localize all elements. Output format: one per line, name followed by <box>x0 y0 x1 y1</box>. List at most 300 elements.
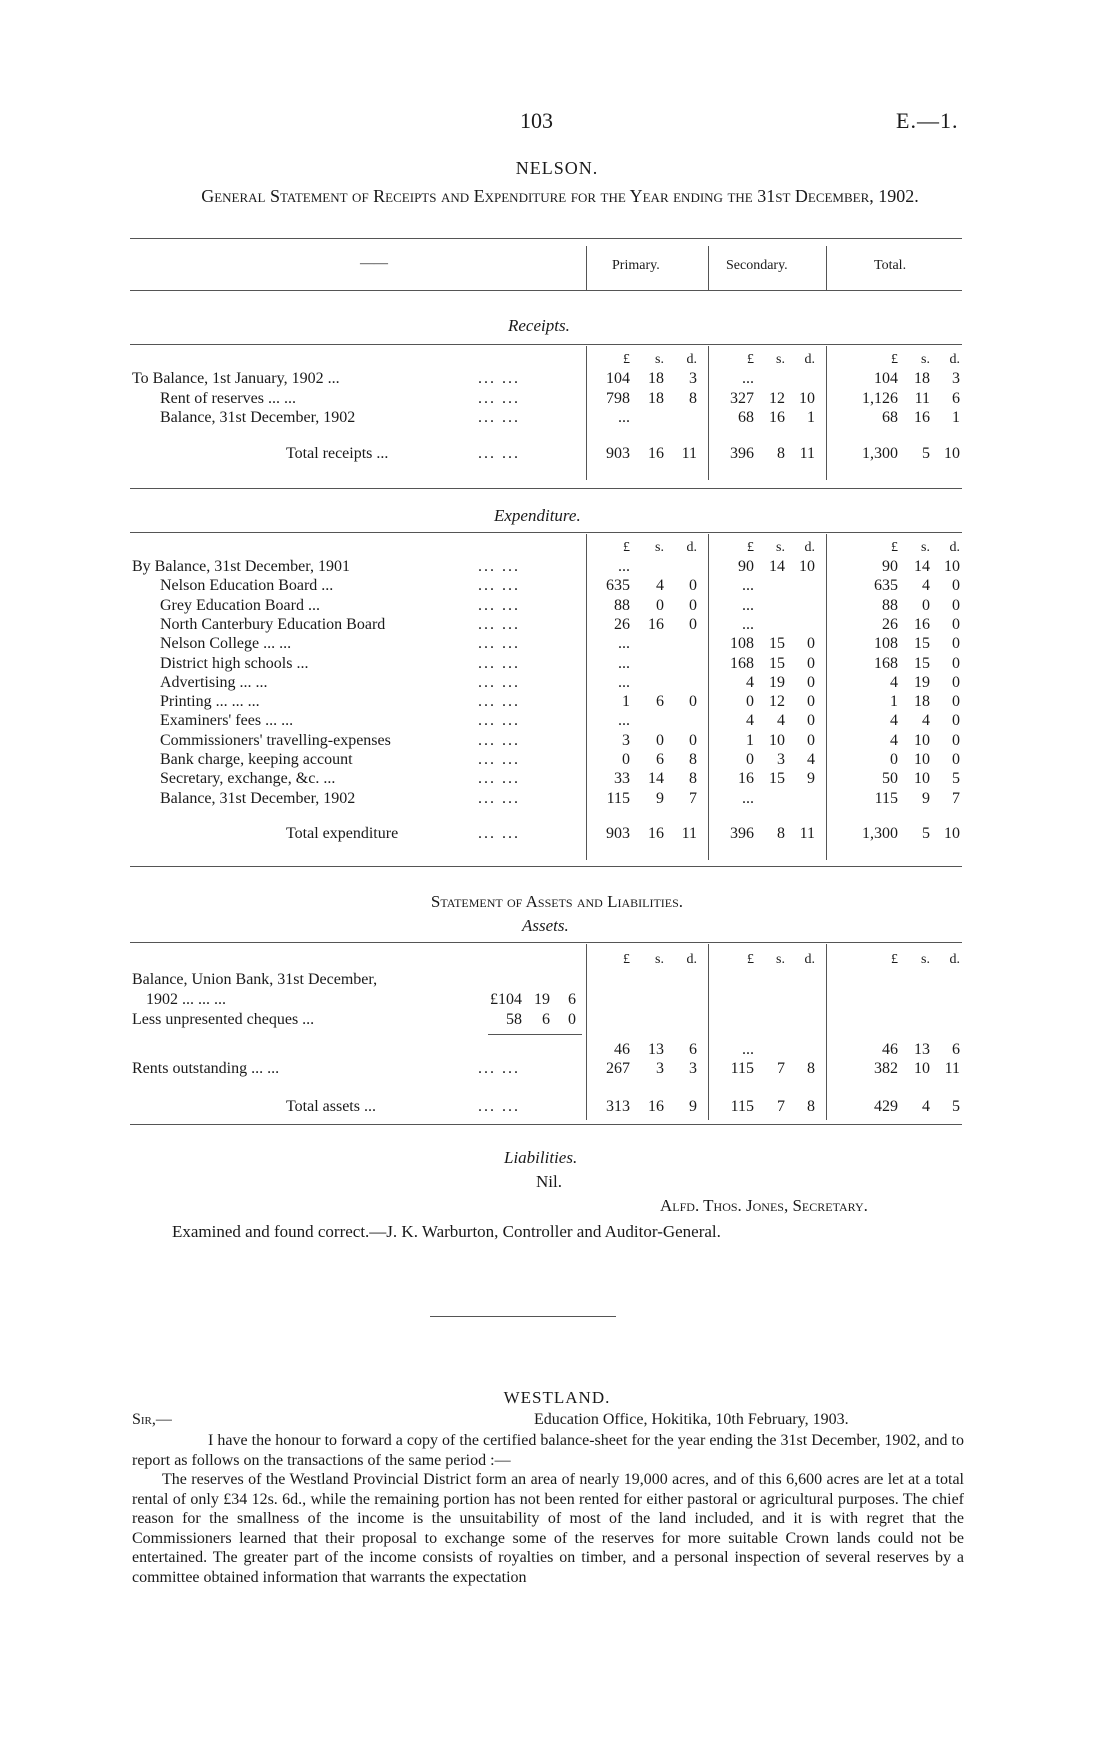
row-label: Bank charge, keeping account <box>160 751 353 768</box>
expenditure-unit-primary-d: d. <box>686 540 697 555</box>
cheques-label: Less unpresented cheques ... <box>132 1011 315 1028</box>
row-dots: ... ... <box>478 389 520 407</box>
row-total-l: 0 <box>890 751 898 768</box>
table-row <box>0 789 1114 809</box>
row-secondary-l: 0 <box>746 693 754 711</box>
row-total-d: 3 <box>952 370 960 387</box>
total-secondary-l: 396 <box>730 824 754 842</box>
secretary-signature: Alfd. Thos. Jones, Secretary. <box>660 1196 868 1215</box>
row-total-d: 0 <box>952 654 960 672</box>
westland-salutation: Sir,— <box>132 1411 172 1428</box>
rents-secondary-l: 115 <box>730 1060 754 1077</box>
row-total-l: 108 <box>874 635 898 653</box>
row-primary-s: 14 <box>648 770 664 788</box>
row-total-d: 0 <box>952 751 960 768</box>
row-primary-s: 4 <box>656 577 664 595</box>
row-dots: ... ... <box>478 558 520 575</box>
cheques-amount-2: 0 <box>568 1011 576 1028</box>
row-primary-s: 16 <box>648 615 664 633</box>
row-dots: ... ... <box>478 577 520 595</box>
expenditure-unit-secondary-l: £ <box>747 540 754 555</box>
net-total-d: 6 <box>952 1041 960 1058</box>
row-secondary-s: 12 <box>769 389 785 407</box>
row-total-d: 0 <box>952 635 960 653</box>
auditor-text: Examined and found correct.—J. K. Warburton, Controller and Auditor-General. <box>172 1222 721 1241</box>
total-label: Total receipts ... <box>286 444 389 462</box>
row-primary-l: ... <box>618 712 630 730</box>
row-primary-d: 0 <box>689 615 697 633</box>
total-secondary-s: 8 <box>777 824 785 842</box>
row-label: Printing ... ... ... <box>160 693 260 711</box>
westland-para-2: The reserves of the Westland Provincial District form an area of nearly 19,000 acres, and of this 6,600 acres are let at a total rental of only £34 12s. 6d., while the remaining portion has not been rented for either pastoral or agricultural purposes. The chief reason for the smallness of the income is the unsuitability of most of the land included, and it is with regret that the Commissioners learned that their proposal to exchange some of the reserves for more suitable Crown lands could not be entertained. The greater part of the income consists of royalties on timber, and a personal inspection of several reserves by a committee obtained information that warrants the expectation <box>132 1471 964 1586</box>
row-dots: ... ... <box>478 370 520 387</box>
total-secondary-d: 11 <box>799 824 815 842</box>
row-primary-l: 26 <box>614 615 630 633</box>
row-primary-l: 3 <box>622 731 630 749</box>
assets-unit-total-l: £ <box>891 952 898 967</box>
row-total-l: 115 <box>874 789 898 807</box>
row-secondary-l: ... <box>742 370 754 387</box>
expenditure-unit-total-l: £ <box>891 540 898 555</box>
rents-outstanding-row <box>0 1059 1114 1079</box>
row-secondary-d: 0 <box>807 731 815 749</box>
header-primary: Primary. <box>612 258 660 273</box>
row-primary-l: 635 <box>606 577 630 595</box>
bank-amount-0: £104 <box>490 991 522 1008</box>
receipts-unit-primary-s: s. <box>655 352 664 367</box>
expenditure-unit-total-s: s. <box>921 540 930 555</box>
total-assets-secondary-s: 7 <box>777 1098 785 1115</box>
table-row <box>0 389 1114 409</box>
row-dots: ... ... <box>478 409 520 426</box>
row-dots: ... ... <box>478 693 520 711</box>
row-primary-d: 8 <box>689 389 697 407</box>
row-total-s: 16 <box>914 409 930 426</box>
total-assets-total-s: 4 <box>922 1098 930 1115</box>
row-total-l: 1 <box>890 693 898 711</box>
total-assets-row <box>0 1097 1114 1117</box>
row-secondary-s: 14 <box>769 558 785 575</box>
bank-balance-row <box>0 970 1114 990</box>
total-total-s: 5 <box>922 824 930 842</box>
total-row <box>0 444 1114 464</box>
row-total-l: 4 <box>890 731 898 749</box>
row-dots: ... ... <box>478 770 520 788</box>
row-total-d: 1 <box>952 409 960 426</box>
row-total-d: 0 <box>952 731 960 749</box>
table-row <box>0 369 1114 389</box>
expenditure-unit-primary-s: s. <box>655 540 664 555</box>
receipts-unit-total-d: d. <box>949 352 960 367</box>
row-secondary-l: 327 <box>730 389 754 407</box>
net-primary-s: 13 <box>648 1041 664 1058</box>
row-total-l: 168 <box>874 654 898 672</box>
rents-total-l: 382 <box>874 1060 898 1077</box>
row-secondary-s: 4 <box>777 712 785 730</box>
auditor-note <box>172 1222 721 1242</box>
row-secondary-s: 3 <box>777 751 785 768</box>
expenditure-heading: Expenditure. <box>494 506 581 525</box>
row-primary-l: ... <box>618 409 630 426</box>
row-total-s: 11 <box>914 389 930 407</box>
row-primary-d: 7 <box>689 789 697 807</box>
header-top-rule <box>130 238 962 239</box>
row-total-s: 0 <box>922 596 930 614</box>
row-secondary-l: 68 <box>738 409 754 426</box>
row-secondary-s: 10 <box>769 731 785 749</box>
bank-line-2: 1902 ... ... ... <box>146 991 226 1008</box>
row-total-s: 10 <box>914 770 930 788</box>
row-primary-l: ... <box>618 654 630 672</box>
total-assets-primary-l: 313 <box>606 1098 630 1115</box>
total-assets-primary-d: 9 <box>689 1098 697 1115</box>
row-total-d: 0 <box>952 596 960 614</box>
nelson-subtitle: General Statement of Receipts and Expenditure for the Year ending the 31st December, 1902. <box>201 186 919 206</box>
row-primary-l: 1 <box>622 693 630 711</box>
row-total-d: 6 <box>952 389 960 407</box>
row-total-s: 10 <box>914 731 930 749</box>
assets-unit-total-s: s. <box>921 952 930 967</box>
row-secondary-l: 0 <box>746 751 754 768</box>
row-total-s: 16 <box>914 615 930 633</box>
total-assets-secondary-d: 8 <box>807 1098 815 1115</box>
assets-unit-secondary-s: s. <box>776 952 785 967</box>
expenditure-unit-primary-l: £ <box>623 540 630 555</box>
table-row <box>0 557 1114 577</box>
assets-unit-primary-l: £ <box>623 952 630 967</box>
row-secondary-d: 9 <box>807 770 815 788</box>
row-label: Rent of reserves ... ... <box>160 389 296 407</box>
row-primary-l: ... <box>618 558 630 575</box>
total-assets-primary-s: 16 <box>648 1098 664 1115</box>
row-total-l: 88 <box>882 596 898 614</box>
row-primary-s: 6 <box>656 693 664 711</box>
row-primary-d: 0 <box>689 577 697 595</box>
row-total-l: 50 <box>882 770 898 788</box>
total-total-l: 1,300 <box>862 444 898 462</box>
row-primary-d: 0 <box>689 731 697 749</box>
total-row <box>0 824 1114 844</box>
header-total: Total. <box>874 258 907 273</box>
total-primary-d: 11 <box>681 824 697 842</box>
row-total-s: 15 <box>914 654 930 672</box>
assets-statement-heading: Statement of Assets and Liabilities. <box>430 892 684 911</box>
row-secondary-l: ... <box>742 615 754 633</box>
row-secondary-l: 4 <box>746 712 754 730</box>
row-primary-s: 0 <box>656 731 664 749</box>
nelson-title: NELSON. <box>515 158 599 178</box>
row-label: Balance, 31st December, 1902 <box>160 789 356 807</box>
expenditure-unit-secondary-s: s. <box>776 540 785 555</box>
table-row <box>0 711 1114 731</box>
row-secondary-s: 19 <box>769 673 785 691</box>
row-label: Advertising ... ... <box>160 673 268 691</box>
row-secondary-l: 4 <box>746 673 754 691</box>
assets-unit-primary-s: s. <box>655 952 664 967</box>
row-dots: ... ... <box>478 615 520 633</box>
total-label: Total expenditure <box>286 824 399 842</box>
receipts-unit-primary-l: £ <box>623 352 630 367</box>
westland-address: Education Office, Hokitika, 10th February, 1903. <box>534 1411 849 1428</box>
row-secondary-l: 16 <box>738 770 754 788</box>
row-total-s: 18 <box>914 370 930 387</box>
total-primary-l: 903 <box>606 444 630 462</box>
total-primary-s: 16 <box>648 444 664 462</box>
row-label: To Balance, 1st January, 1902 ... <box>132 370 340 387</box>
row-total-s: 9 <box>922 789 930 807</box>
total-total-d: 10 <box>944 444 960 462</box>
row-total-l: 4 <box>890 712 898 730</box>
row-secondary-l: ... <box>742 577 754 595</box>
row-total-s: 18 <box>914 693 930 711</box>
assets-heading: Assets. <box>522 916 569 935</box>
table-row <box>0 634 1114 654</box>
row-label: Nelson Education Board ... <box>160 577 334 595</box>
row-label: Balance, 31st December, 1902 <box>160 409 356 426</box>
row-total-d: 5 <box>952 770 960 788</box>
row-secondary-d: 0 <box>807 654 815 672</box>
table-row <box>0 408 1114 428</box>
row-total-l: 68 <box>882 409 898 426</box>
row-total-d: 0 <box>952 577 960 595</box>
assets-unit-secondary-d: d. <box>804 952 815 967</box>
receipts-unit-total-s: s. <box>921 352 930 367</box>
table-row <box>0 750 1114 770</box>
row-primary-l: 88 <box>614 596 630 614</box>
assets-unit-total-d: d. <box>949 952 960 967</box>
rents-label: Rents outstanding ... ... <box>132 1060 280 1077</box>
row-secondary-l: 90 <box>738 558 754 575</box>
receipts-heading: Receipts. <box>508 316 570 335</box>
row-secondary-d: 0 <box>807 673 815 691</box>
table-row <box>0 731 1114 751</box>
expenditure-unit-secondary-d: d. <box>804 540 815 555</box>
net-balance-row <box>0 1040 1114 1060</box>
total-assets-dots: ... ... <box>478 1098 520 1115</box>
total-secondary-s: 8 <box>777 444 785 462</box>
net-total-l: 46 <box>882 1041 898 1058</box>
expenditure-units <box>0 538 1114 558</box>
receipts-unit-primary-d: d. <box>686 352 697 367</box>
row-secondary-l: ... <box>742 596 754 614</box>
receipts-unit-total-l: £ <box>891 352 898 367</box>
total-primary-d: 11 <box>681 444 697 462</box>
row-primary-s: 9 <box>656 789 664 807</box>
row-secondary-d: 0 <box>807 712 815 730</box>
row-secondary-s: 12 <box>769 693 785 711</box>
bank-balance-row-2 <box>0 990 1114 1010</box>
row-primary-s: 0 <box>656 596 664 614</box>
series-code: E.—1. <box>896 108 959 133</box>
row-label: By Balance, 31st December, 1901 <box>132 558 350 575</box>
col-divider-1 <box>586 246 587 290</box>
rents-total-s: 10 <box>914 1060 930 1077</box>
total-total-l: 1,300 <box>862 824 898 842</box>
row-total-d: 7 <box>952 789 960 807</box>
row-total-l: 104 <box>874 370 898 387</box>
expenditure-rule <box>130 532 962 533</box>
row-total-s: 14 <box>914 558 930 575</box>
rents-dots: ... ... <box>478 1060 520 1077</box>
rents-total-d: 11 <box>944 1060 960 1077</box>
table-row <box>0 596 1114 616</box>
net-total-s: 13 <box>914 1041 930 1058</box>
row-secondary-l: 1 <box>746 731 754 749</box>
row-primary-d: 8 <box>689 751 697 768</box>
expenditure-end-rule <box>130 866 962 867</box>
row-primary-l: 104 <box>606 370 630 387</box>
assets-end-rule <box>130 1124 962 1125</box>
row-dots: ... ... <box>478 635 520 653</box>
total-assets-total-d: 5 <box>952 1098 960 1115</box>
total-secondary-d: 11 <box>799 444 815 462</box>
westland-para-1: I have the honour to forward a copy of the certified balance-sheet for the year ending the 31st December, 1902, and to report as follows on the transactions of the same period :— <box>132 1432 964 1469</box>
cheques-amount-1: 6 <box>542 1011 550 1028</box>
row-total-d: 0 <box>952 693 960 711</box>
net-primary-l: 46 <box>614 1041 630 1058</box>
row-primary-s: 18 <box>648 389 664 407</box>
rents-primary-d: 3 <box>689 1060 697 1077</box>
row-total-d: 0 <box>952 615 960 633</box>
table-row <box>0 673 1114 693</box>
total-assets-total-l: 429 <box>874 1098 898 1115</box>
row-secondary-s: 15 <box>769 635 785 653</box>
table-row <box>0 692 1114 712</box>
row-total-l: 1,126 <box>862 389 898 407</box>
row-secondary-s: 15 <box>769 654 785 672</box>
header-secondary: Secondary. <box>726 258 788 273</box>
row-primary-d: 0 <box>689 693 697 711</box>
row-secondary-d: 1 <box>807 409 815 426</box>
row-label: District high schools ... <box>160 654 309 672</box>
row-total-s: 15 <box>914 635 930 653</box>
row-secondary-s: 15 <box>769 770 785 788</box>
bank-amount-1: 19 <box>534 991 550 1008</box>
rents-primary-l: 267 <box>606 1060 630 1077</box>
net-primary-d: 6 <box>689 1041 697 1058</box>
total-secondary-l: 396 <box>730 444 754 462</box>
bank-amount-2: 6 <box>568 991 576 1008</box>
row-total-l: 4 <box>890 673 898 691</box>
row-label: Nelson College ... ... <box>160 635 292 653</box>
col-divider-3 <box>826 246 827 290</box>
liabilities-value: Nil. <box>536 1172 562 1191</box>
row-label: Secretary, exchange, &c. ... <box>160 770 336 788</box>
receipts-units <box>0 350 1114 370</box>
row-secondary-l: 168 <box>730 654 754 672</box>
row-total-d: 0 <box>952 712 960 730</box>
row-primary-l: 0 <box>622 751 630 768</box>
total-dots: ... ... <box>478 444 520 462</box>
row-total-s: 10 <box>914 751 930 768</box>
row-label: North Canterbury Education Board <box>160 615 386 633</box>
row-label: Commissioners' travelling-expenses <box>160 731 391 749</box>
rents-secondary-d: 8 <box>807 1060 815 1077</box>
row-total-s: 4 <box>922 712 930 730</box>
row-secondary-l: 108 <box>730 635 754 653</box>
row-total-l: 90 <box>882 558 898 575</box>
table-row <box>0 576 1114 596</box>
receipts-unit-secondary-l: £ <box>747 352 754 367</box>
row-dots: ... ... <box>478 673 520 691</box>
bank-line-1: Balance, Union Bank, 31st December, <box>132 971 378 988</box>
row-total-d: 0 <box>952 673 960 691</box>
total-assets-secondary-l: 115 <box>730 1098 754 1115</box>
row-secondary-l: ... <box>742 789 754 807</box>
row-secondary-d: 10 <box>799 558 815 575</box>
rents-primary-s: 3 <box>656 1060 664 1077</box>
net-secondary-l: ... <box>742 1041 754 1058</box>
receipts-rule <box>130 344 962 345</box>
row-primary-s: 18 <box>648 370 664 387</box>
total-total-d: 10 <box>944 824 960 842</box>
row-secondary-d: 10 <box>799 389 815 407</box>
row-total-l: 26 <box>882 615 898 633</box>
row-primary-l: 115 <box>606 789 630 807</box>
row-dots: ... ... <box>478 731 520 749</box>
row-secondary-d: 0 <box>807 693 815 711</box>
total-primary-s: 16 <box>648 824 664 842</box>
receipts-unit-secondary-d: d. <box>804 352 815 367</box>
row-total-s: 4 <box>922 577 930 595</box>
row-primary-d: 3 <box>689 370 697 387</box>
section-divider <box>430 1316 616 1317</box>
page-number: 103 <box>520 108 553 133</box>
row-primary-d: 8 <box>689 770 697 788</box>
total-assets-label: Total assets ... <box>286 1098 376 1115</box>
westland-title: WESTLAND. <box>503 1388 611 1407</box>
total-primary-l: 903 <box>606 824 630 842</box>
row-total-l: 635 <box>874 577 898 595</box>
row-secondary-d: 0 <box>807 635 815 653</box>
table-row <box>0 654 1114 674</box>
assets-subtotal-rule <box>488 1034 582 1035</box>
row-primary-l: ... <box>618 673 630 691</box>
assets-units <box>0 950 1114 970</box>
receipts-end-rule <box>130 488 962 489</box>
rents-secondary-s: 7 <box>777 1060 785 1077</box>
assets-rule <box>130 942 962 943</box>
table-row <box>0 615 1114 635</box>
row-total-d: 10 <box>944 558 960 575</box>
receipts-unit-secondary-s: s. <box>776 352 785 367</box>
row-dots: ... ... <box>478 789 520 807</box>
col-divider-2 <box>708 246 709 290</box>
header-bottom-rule <box>130 290 962 291</box>
row-primary-s: 6 <box>656 751 664 768</box>
row-primary-d: 0 <box>689 596 697 614</box>
row-secondary-d: 4 <box>807 751 815 768</box>
table-row <box>0 769 1114 789</box>
cheques-amount-0: 58 <box>506 1011 522 1028</box>
header-blank: —— <box>360 256 388 271</box>
row-total-s: 19 <box>914 673 930 691</box>
total-dots: ... ... <box>478 824 520 842</box>
row-primary-l: 798 <box>606 389 630 407</box>
assets-unit-primary-d: d. <box>686 952 697 967</box>
assets-unit-secondary-l: £ <box>747 952 754 967</box>
row-primary-l: 33 <box>614 770 630 788</box>
unpresented-cheques-row <box>0 1010 1114 1030</box>
row-primary-l: ... <box>618 635 630 653</box>
row-dots: ... ... <box>478 596 520 614</box>
row-dots: ... ... <box>478 751 520 768</box>
row-dots: ... ... <box>478 654 520 672</box>
row-label: Examiners' fees ... ... <box>160 712 294 730</box>
liabilities-heading: Liabilities. <box>504 1148 578 1167</box>
total-total-s: 5 <box>922 444 930 462</box>
expenditure-unit-total-d: d. <box>949 540 960 555</box>
